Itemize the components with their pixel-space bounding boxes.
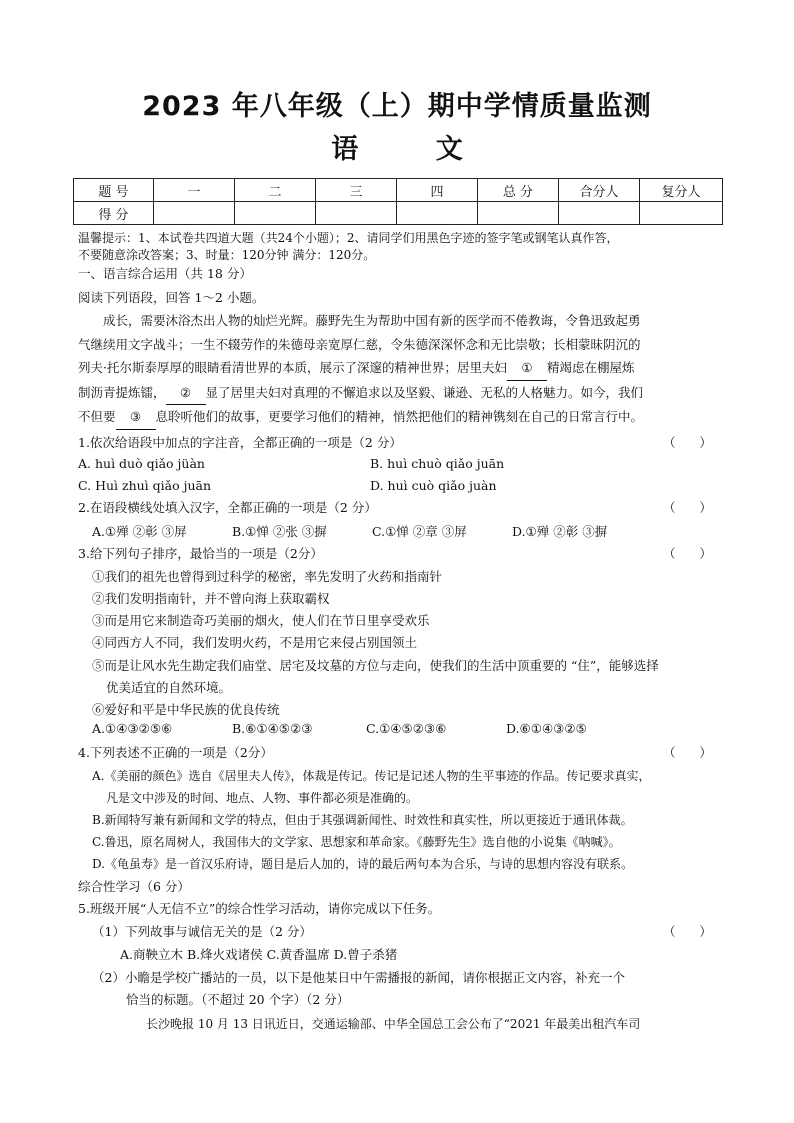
notice-line-2: 不要随意涂改答案；3、时量：120分钟 满分：120分。 (78, 248, 376, 262)
score-cell[interactable] (235, 202, 316, 225)
q5-part2-stem-cont: 恰当的标题。（不超过 20 个字）（2 分） (126, 992, 350, 1007)
q3-sentence-3: ③而是用它来制造奇巧美丽的烟火，使人们在节日里享受欢乐 (92, 613, 430, 628)
q4-option-a-cont: 凡是文中涉及的时间、地点、人物、事件都必须是准确的。 (106, 791, 419, 805)
q3-option-c: C.①④⑤②③⑥ (366, 721, 447, 736)
blank-3: ③ (116, 405, 156, 430)
reading-passage (78, 309, 718, 430)
q5-part1-options: A.商鞅立木 B.烽火戏诸侯 C.黄香温席 D.曾子杀猪 (120, 947, 398, 962)
q3-option-d: D.⑥①④③②⑤ (506, 721, 587, 736)
q1-option-d: D. huì cuò qiǎo juàn (370, 478, 497, 493)
exam-title: 2023 年八年级（上）期中学情质量监测 (142, 91, 652, 122)
blank-2: ② (166, 381, 206, 406)
q3-sentence-1: ①我们的祖先也曾得到过科学的秘密，率先发明了火药和指南针 (92, 569, 443, 584)
score-table-score-row (74, 202, 723, 225)
q4-option-d: D.《龟虽寿》是一首汉乐府诗，题目是后人加的，诗的最后两句本为合乐，与诗的思想内容没有联系。 (92, 857, 634, 871)
q5-stem: 5.班级开展“人无信不立”的综合性学习活动，请你完成以下任务。 (78, 901, 441, 916)
header-cell: 三 (316, 179, 397, 202)
q4-option-c: C.鲁迅，原名周树人，我国伟大的文学家、思想家和革命家。《藤野先生》选自他的小说集《呐喊》。 (92, 835, 621, 849)
passage-text: 显了居里夫妇对真理的不懈追求以及坚毅、谦逊、无私的人格魅力。如今，我们 (205, 384, 644, 400)
passage-text: 精竭虑在棚屋炼 (546, 360, 635, 375)
header-cell: 合分人 (559, 179, 640, 202)
news-text-line: 长沙晚报 10 月 13 日讯近日，交通运输部、中华全国总工会公布了“2021 年最美出租汽车司 (146, 1017, 641, 1031)
q4-option-a: A.《美丽的颜色》选自《居里夫人传》，体裁是传记。传记是记述人物的生平事迹的作品。传记要求真实， (92, 769, 651, 783)
q5-part1-answer-bracket[interactable]: （ ） (663, 924, 712, 939)
q2-option-a: A.①殚 ②彰 ③屏 (92, 524, 187, 539)
q1-answer-bracket[interactable]: （ ） (663, 435, 712, 450)
passage-text: 制沥青提炼镭， (78, 384, 166, 400)
passage-text: 列夫·托尔斯泰厚厚的眼睛看清世界的本质，展示了深邃的精神世界；居里夫妇 (78, 360, 507, 375)
passage-line (78, 381, 718, 406)
q1-stem: 1.依次给语段中加点的字注音，全都正确的一项是（2 分） (78, 435, 402, 450)
integrated-study-heading: 综合性学习（6 分） (78, 879, 190, 894)
q3-sentence-5: ⑤而是让风水先生勘定我们庙堂、居宅及坟墓的方位与走向，使我们的生活中顶重要的 “住”，能够选择 (92, 658, 659, 673)
notice-line-1: 温馨提示：1、本试卷共四道大题（共24个小题）；2、请同学们用黑色字迹的签字笔或钢笔认真作答， (78, 231, 619, 245)
q3-sentence-2: ②我们发明指南针，并不曾向海上获取霸权 (92, 591, 330, 606)
header-cell: 总 分 (478, 179, 559, 202)
q2-option-c: C.①惮 ②章 ③屏 (372, 524, 467, 539)
passage-line: 成长，需要沐浴杰出人物的灿烂光辉。藤野先生为帮助中国有新的医学而不倦教诲，令鲁迅致起勇 (103, 313, 641, 328)
q3-answer-bracket[interactable]: （ ） (663, 546, 712, 561)
q1-option-c: C. Huì zhuì qiǎo juān (78, 478, 212, 493)
header-cell: 复分人 (640, 179, 723, 202)
passage-text: 不但要 (78, 409, 116, 424)
q2-option-b: B.①惮 ②张 ③摒 (232, 524, 327, 539)
score-cell[interactable] (316, 202, 397, 225)
score-cell[interactable] (397, 202, 478, 225)
score-table-header-row (74, 179, 723, 202)
q1-option-b: B. huì chuò qiǎo juān (370, 456, 505, 471)
q2-answer-bracket[interactable]: （ ） (663, 500, 712, 515)
q3-sentence-5-cont: 优美适宜的自然环境。 (106, 680, 232, 695)
q3-option-a: A.①④③②⑤⑥ (92, 721, 173, 736)
q3-option-b: B.⑥①④⑤②③ (232, 721, 313, 736)
score-cell[interactable] (559, 202, 640, 225)
q2-option-d: D.①殚 ②彰 ③摒 (512, 524, 608, 539)
q5-part1-stem: （1）下列故事与诚信无关的是（2 分） (92, 924, 312, 939)
q4-option-b: B.新闻特写兼有新闻和文学的特点，但由于其强调新闻性、时效性和真实性，所以更接近于通讯体裁。 (92, 813, 633, 827)
section1-heading: 一、语言综合运用（共 18 分） (78, 266, 252, 281)
score-row-label: 得 分 (74, 202, 154, 225)
passage-line (78, 405, 718, 430)
q1-option-a: A. huì duò qiǎo jüàn (78, 456, 205, 471)
q3-stem: 3.给下列句子排序，最恰当的一项是（2分） (78, 546, 323, 561)
q3-sentence-6: ⑥爱好和平是中华民族的优良传统 (92, 702, 280, 717)
passage-text: 息聆听他们的故事，更要学习他们的精神，悄然把他们的精神镌刻在自己的日常言行中。 (155, 409, 644, 424)
score-table (73, 178, 723, 225)
header-cell: 一 (154, 179, 235, 202)
q4-stem: 4.下列表述不正确的一项是（2分） (78, 745, 273, 760)
score-cell[interactable] (154, 202, 235, 225)
q4-answer-bracket[interactable]: （ ） (663, 745, 712, 760)
passage-line (78, 356, 718, 381)
header-cell: 题 号 (74, 179, 154, 202)
reading-intro: 阅读下列语段，回答 1～2 小题。 (78, 290, 265, 305)
blank-1: ① (507, 356, 547, 381)
q3-sentence-4: ④同西方人不同，我们发明火药，不是用它来侵占别国领土 (92, 635, 418, 650)
passage-line: 气继续用文字战斗；一生不辍劳作的朱德母亲宽厚仁慈，令朱德深深怀念和无比崇敬；长相蒙昧阴沉的 (78, 336, 641, 352)
header-cell: 四 (397, 179, 478, 202)
q5-part2-stem: （2）小瞻是学校广播站的一员，以下是他某日中午需播报的新闻，请你根据正文内容，补充一个 (92, 970, 625, 985)
score-cell[interactable] (640, 202, 723, 225)
header-cell: 二 (235, 179, 316, 202)
exam-subject: 语 文 (331, 134, 497, 165)
score-cell[interactable] (478, 202, 559, 225)
q2-stem: 2.在语段横线处填入汉字，全都正确的一项是（2 分） (78, 500, 377, 515)
